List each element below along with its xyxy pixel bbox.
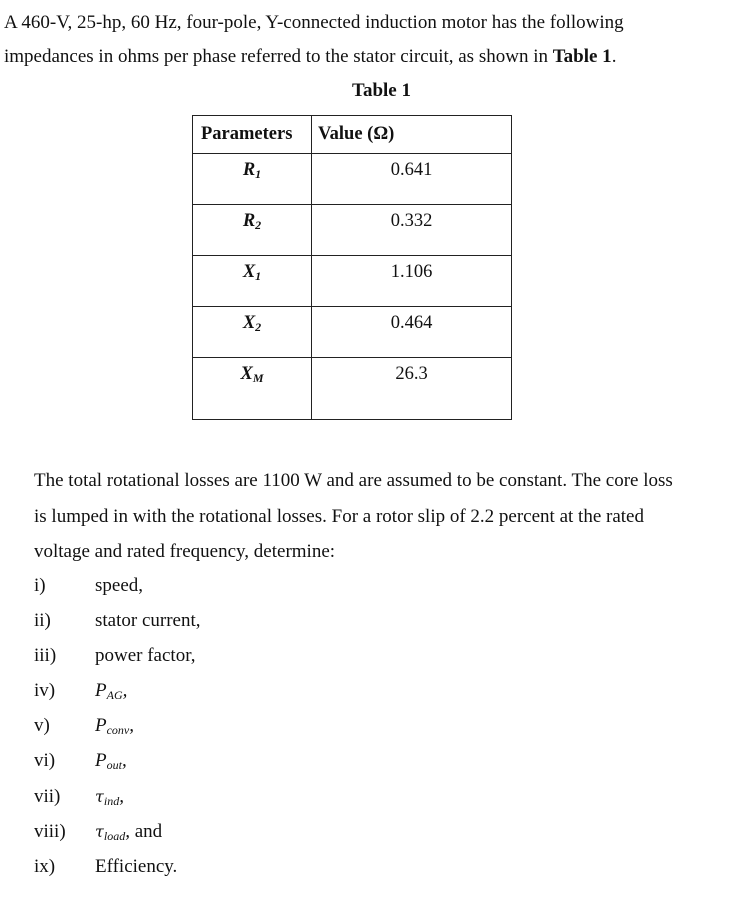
symbol-letter: X bbox=[240, 364, 253, 384]
header-value: Value (Ω) bbox=[312, 116, 512, 154]
item-text: power factor, bbox=[95, 645, 196, 666]
item-number: i) bbox=[34, 575, 46, 596]
symbol-letter: R bbox=[242, 211, 256, 231]
intro-line-2-end: . bbox=[611, 46, 617, 67]
item-number: iv) bbox=[34, 680, 56, 701]
formula-subscript: ind bbox=[103, 794, 120, 808]
table-reference: Table 1 bbox=[552, 46, 612, 67]
item-number: iii) bbox=[34, 645, 57, 666]
formula-subscript: out bbox=[106, 758, 122, 772]
formula-suffix: , bbox=[121, 750, 127, 771]
item-formula bbox=[95, 750, 127, 773]
intro-line-2-text: impedances in ohms per phase referred to the stator circuit, as shown in bbox=[4, 46, 553, 67]
table-caption: Table 1 bbox=[352, 80, 411, 101]
formula-symbol: τ bbox=[95, 822, 104, 841]
table-row bbox=[193, 256, 512, 307]
item-number: vi) bbox=[34, 750, 56, 771]
formula-subscript: conv bbox=[106, 723, 130, 737]
formula-suffix: , bbox=[122, 680, 128, 701]
table-row bbox=[193, 154, 512, 205]
formula-symbol: P bbox=[95, 715, 107, 736]
table-header-row bbox=[193, 116, 512, 154]
item-text: Efficiency. bbox=[95, 856, 178, 877]
parameter-value: 0.332 bbox=[312, 205, 512, 256]
parameter-value: 0.464 bbox=[312, 307, 512, 358]
table-row bbox=[193, 358, 512, 420]
formula-symbol: P bbox=[95, 750, 107, 771]
formula-symbol: P bbox=[95, 680, 107, 701]
parameter-value: 0.641 bbox=[312, 154, 512, 205]
item-formula bbox=[95, 680, 127, 703]
table-row bbox=[193, 205, 512, 256]
formula-symbol: τ bbox=[95, 787, 104, 806]
formula-suffix: , bbox=[119, 786, 124, 807]
paragraph-line-3: voltage and rated frequency, determine: bbox=[34, 541, 336, 562]
paragraph-line-2: is lumped in with the rotational losses. For a rotor slip of 2.2 percent at the rated bbox=[34, 506, 644, 527]
parameter-symbol bbox=[193, 205, 312, 256]
formula-after: and bbox=[129, 821, 163, 842]
parameter-symbol bbox=[193, 358, 312, 420]
intro-line-2 bbox=[4, 40, 616, 74]
item-number: ii) bbox=[34, 610, 51, 631]
symbol-letter: R bbox=[242, 160, 256, 180]
item-number: v) bbox=[34, 715, 50, 736]
item-formula bbox=[95, 821, 162, 844]
parameter-symbol bbox=[193, 307, 312, 358]
symbol-letter: X bbox=[242, 313, 256, 333]
formula-suffix: , bbox=[125, 821, 130, 842]
item-number: vii) bbox=[34, 786, 61, 807]
symbol-subscript: 2 bbox=[255, 218, 262, 232]
symbol-subscript: 2 bbox=[255, 320, 262, 334]
symbol-letter: X bbox=[242, 262, 256, 282]
parameter-symbol bbox=[193, 256, 312, 307]
intro-line-1: A 460-V, 25-hp, 60 Hz, four-pole, Y-connected induction motor has the following bbox=[4, 12, 624, 33]
item-formula bbox=[95, 786, 124, 809]
formula-subscript: load bbox=[103, 829, 126, 843]
item-number: ix) bbox=[34, 856, 56, 877]
header-parameters: Parameters bbox=[193, 116, 312, 154]
parameter-symbol bbox=[193, 154, 312, 205]
parameter-table bbox=[192, 115, 512, 420]
item-text: speed, bbox=[95, 575, 144, 596]
parameter-value: 1.106 bbox=[312, 256, 512, 307]
formula-suffix: , bbox=[129, 715, 135, 736]
item-formula bbox=[95, 715, 134, 738]
paragraph-line-1: The total rotational losses are 1100 W and are assumed to be constant. The core loss bbox=[34, 470, 673, 491]
formula-subscript: AG bbox=[106, 688, 123, 702]
symbol-subscript: M bbox=[252, 371, 264, 385]
item-text: stator current, bbox=[95, 610, 201, 631]
table-row bbox=[193, 307, 512, 358]
symbol-subscript: 1 bbox=[255, 167, 262, 181]
symbol-subscript: 1 bbox=[255, 269, 262, 283]
parameter-value: 26.3 bbox=[312, 358, 512, 420]
item-number: viii) bbox=[34, 821, 66, 842]
